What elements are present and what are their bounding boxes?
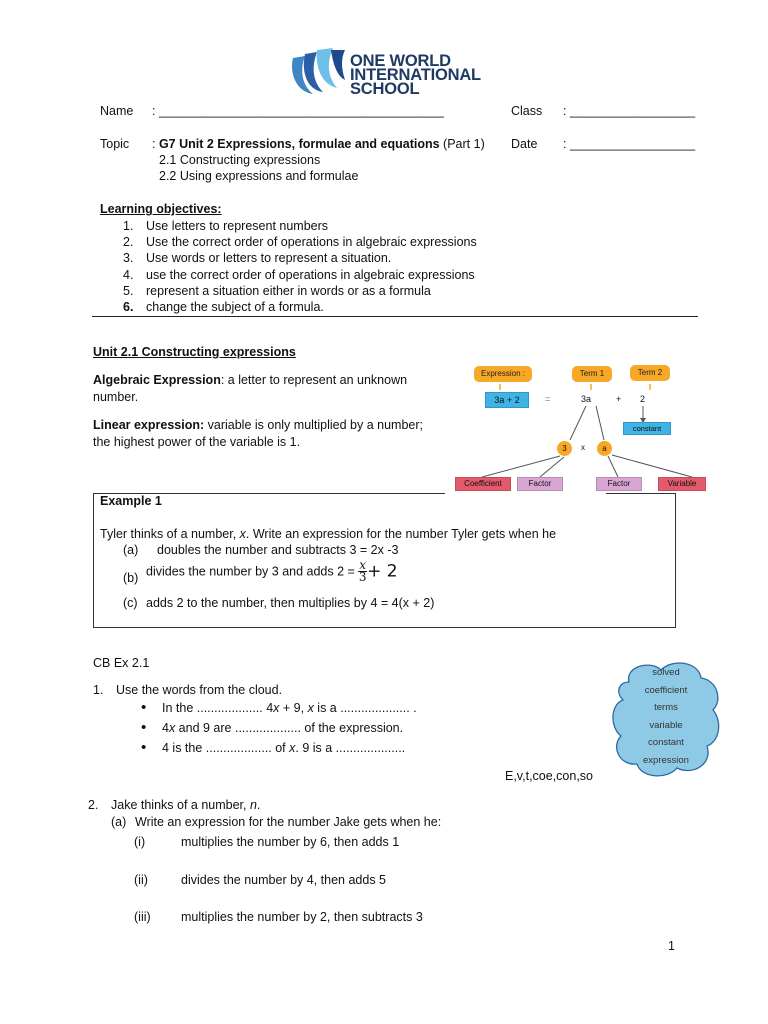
bullet-text-c: is a .................... . [313,701,417,715]
factor-tag-1: Factor [517,477,563,491]
example-c-label: (c) [123,596,138,610]
q2-var: n [249,798,257,812]
logo-line-1: ONE WORLD [350,52,451,70]
logo-line-3: SCHOOL [350,80,420,98]
bullet-var-1: x [273,701,280,715]
part-text: divides the number by 4, then adds 5 [181,872,386,887]
name-field[interactable]: : _________________________________________ [152,104,444,118]
plus-sign: + [616,394,622,404]
bullet-text-b: . 9 is a .................... [295,741,406,755]
topic-title [152,137,485,151]
q1-text: Use the words from the cloud. [116,683,283,697]
algebraic-definition [93,373,407,387]
objective-item: represent a situation either in words or as a formula [146,283,431,298]
q2a-text: Write an expression for the number Jake gets when he: [135,815,442,829]
expression-box: 3a + 2 [485,392,529,408]
cloud-word: coefficient [644,684,688,696]
unit-heading: Unit 2.1 Constructing expressions [93,345,296,359]
algebraic-def-1: : a letter to represent an unknown [220,373,408,387]
linear-def-2: the highest power of the variable is 1. [93,435,301,449]
term2-bubble: Term 2 [630,365,670,381]
example-b-label: (b) [123,571,139,585]
objective-item: use the correct order of operations in algebraic expressions [146,267,475,282]
objective-item: Use words or letters to represent a situation. [146,251,392,266]
q2-number: 2. [88,798,99,812]
part-text: multiplies the number by 2, then subtracts 3 [181,910,423,924]
logo-emblem-icon [287,46,349,96]
example-intro-var: x [239,527,246,541]
bullet-dot: • [141,699,147,716]
objective-number: 3. [123,251,134,266]
bullet-item [162,721,403,735]
coefficient-circle: 3 [557,441,572,456]
fraction-numerator: x [359,558,367,572]
q2-text-a: Jake thinks of a number, [111,798,250,812]
logo-line-2: INTERNATIONAL [350,66,481,84]
q2-text-b: . [256,798,261,812]
linear-def-1: variable is only multiplied by a number; [204,418,424,432]
part-label: (i) [134,835,146,849]
example-b-text: divides the number by 3 and adds 2 = [146,564,359,579]
example-title: Example 1 [100,494,162,508]
page-number: 1 [668,939,675,953]
term2-value: 2 [640,394,646,404]
class-field[interactable]: : __________________ [563,104,696,118]
bullet-text-a: 4 [162,721,169,735]
name-label: Name [100,104,134,118]
cloud-word: expression [643,754,689,766]
exercise-ref: CB Ex 2.1 [93,656,150,670]
example-b-fraction [358,560,367,583]
date-label: Date [511,137,538,151]
example-c-text: adds 2 to the number, then multiplies by 4 = 4(x + 2) [146,596,435,610]
bullet-var-1: x [289,741,296,755]
bullet-var-1: x [168,721,176,735]
objective-number: 4. [123,267,134,282]
variable-tag: Variable [658,477,706,491]
example-intro-a: Tyler thinks of a number, [100,527,240,541]
term1-bubble: Term 1 [572,366,612,382]
topic-label: Topic [100,137,130,151]
topic-suffix: (Part 1) [439,137,485,151]
algebraic-def-2: number. [93,390,139,404]
example-b-line [146,560,398,583]
coefficient-tag: Coefficient [455,477,511,491]
bullet-item [162,701,417,715]
bullet-text-a: 4 is the ................... of [162,741,290,755]
times-sign: x [581,443,585,452]
fraction-denominator: 3 [358,570,367,584]
term1-value: 3a [581,394,592,404]
answer-hint: E,v,t,coe,con,so [505,769,594,783]
equals-sign: = [545,394,551,404]
bullet-dot: • [141,719,147,736]
bullet-text-a: In the ................... 4 [162,701,274,715]
cloud-word: terms [654,702,678,713]
date-field[interactable]: : __________________ [563,137,696,151]
q2a-label: (a) [111,815,127,829]
objective-item: Use the correct order of operations in algebraic expressions [146,235,477,250]
example-a-label: (a) [123,543,139,557]
q1-number: 1. [93,683,104,697]
factor-tag-2: Factor [596,477,642,491]
cloud-word: solved [652,667,680,678]
algebraic-term: Algebraic Expression [93,373,221,387]
objective-number: 1. [123,219,134,233]
bullet-text-b: + 9, [279,701,308,715]
bullet-dot: • [141,739,147,756]
part-text: multiplies the number by 6, then adds 1 [181,835,400,849]
section-divider [92,316,698,317]
topic-sub-2: 2.2 Using expressions and formulae [159,169,359,183]
linear-definition [93,418,423,432]
bullet-text-b: and 9 are ................... of the expression. [175,721,404,735]
bullet-var-2: x [307,701,314,715]
example-intro-b: . Write an expression for the number Tyler gets when he [245,527,557,541]
topic-sub-1: 2.1 Constructing expressions [159,153,321,167]
objective-item: change the subject of a formula. [146,300,324,314]
cloud-word: constant [648,737,684,748]
objective-number: 6. [123,300,134,314]
part-label: (ii) [134,872,148,887]
variable-circle: a [597,441,612,456]
part-label: (iii) [134,910,151,924]
cloud-word: variable [649,719,683,731]
objective-number: 5. [123,283,134,298]
example-intro [100,527,556,541]
example-a-text: doubles the number and subtracts 3 = 2x -3 [157,543,399,557]
objective-number: 2. [123,235,134,250]
constant-tag: constant [623,422,671,435]
q2-text [111,798,260,812]
example-b-tail: + 2 [367,561,398,582]
topic-bold: G7 Unit 2 Expressions, formulae and equations [158,137,440,151]
bullet-item [162,741,405,755]
class-label: Class [511,104,543,118]
linear-term: Linear expression: [93,418,205,432]
objective-item: Use letters to represent numbers [146,219,329,233]
topic-colon: : [152,137,159,151]
expression-bubble: Expression : [474,366,532,382]
objectives-heading: Learning objectives: [100,202,222,216]
example-box-top-right [606,493,675,494]
